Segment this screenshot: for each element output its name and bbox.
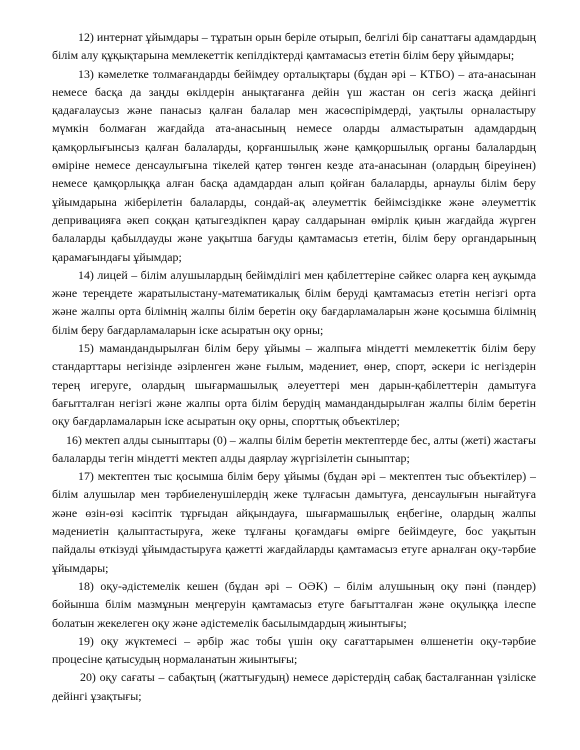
paragraph-item-17: 17) мектептен тыс қосымша білім беру ұйымы (бұдан әрі – мектептен тыс объектілер) – білім алушылар мен тәрбиеленушілердің жеке тұлғасын дамытуға, денсаулығын нығайтуға және өзін-өзі кәсіптік тұрғыдан айқындауға, шығармашылық еңбегіне, олардың жалпы мәдениетін қалыптастыруға, жеке тұлғаны қоғамдағы өмірге бейімдеуге, бос уақытын пайдалы өткізуді ұйымдастыруға қажетті жағдайларды қамтамасыз етуге арналған оқу-тәрбие ұйымдары; bbox=[52, 469, 536, 575]
paragraph-item-12: 12) интернат ұйымдары – тұратын орын беріле отырып, белгілі бір санаттағы адамдардың білім алу құқықтарына мемлекеттік кепілдіктерді қамтамасыз ететін білім беру ұйымдары; bbox=[52, 30, 536, 63]
paragraph-item-20: 20) оқу сағаты – сабақтың (жаттығудың) немесе дәрістердің сабақ басталғаннан үзіліске дейінгі ұзақтығы; bbox=[52, 670, 536, 703]
paragraph-item-15: 15) мамандандырылған білім беру ұйымы – жалпыға міндетті мемлекеттік білім беру стандарттары негізінде әзірленген және ғылым, мәдениет, өнер, спорт, әскери іс негіздерін терең игеруге, олардың шығармашылық әлеуеттері мен дарын-қабілеттерін дамытуға бағытталған негізгі және жалпы орта білім берудің мамандандырылған жалпы білім беретін оқу бағдарламаларын іске асыратын оқу орны, спорттық объектілер; bbox=[52, 341, 536, 429]
paragraph-item-18: 18) оқу-әдістемелік кешен (бұдан әрі – ОӘК) – білім алушының оқу пәні (пәндер) бойынша білім мазмұнын меңгеруін қамтамасыз етуге бағытталған және оқулыққа ілеспе болатын жекелеген оқу және әдістемелік басылымдардың жиынтығы; bbox=[52, 578, 536, 630]
document-body bbox=[52, 28, 536, 705]
paragraph-item-19: 19) оқу жүктемесі – әрбір жас тобы үшін оқу сағаттарымен өлшенетін оқу-тәрбие процесіне қатысудың нормаланатын жиынтығы; bbox=[52, 633, 536, 667]
paragraph-item-14: 14) лицей – білім алушылардың бейімділігі мен қабілеттеріне сәйкес оларға кең ауқымда және тереңдете жаратылыстану-математикалық білім беруді қамтамасыз ететін негізгі орта және жалпы орта білімнің жалпы білім беретін оқу бағдарламаларын және қосымша білімнің білім беру бағдарламаларын іске асыратын оқу орны; bbox=[52, 267, 536, 337]
paragraph-item-16: 16) мектеп алды сыныптары (0) – жалпы білім беретін мектептерде бес, алты (жеті) жастағы балаларды тегін міндетті мектеп алды даярлау жүргізілетін сыныптар; bbox=[52, 432, 536, 465]
paragraph-item-13: 13) кәмелетке толмағандарды бейімдеу орталықтары (бұдан әрі – КТБО) – ата-анасынан немесе басқа да заңды өкілдерін анықтағанға дейін үш жастан он сегіз жасқа дейінгі қадағалаусыз және панасыз қалған балалар мен жасөспірімдерді, уақтылы орналастыру мүмкін болмаған жағдайда ата-анасының немесе оларды алмастыратын адамдардың қамқорлығынсыз қалған балаларды, қорғаншылық және қамқоршылық органы балалардың өміріне немесе денсаулығына тікелей қатер төнген кезде ата-анасынан (олардың біреуінен) немесе қамқорлыққа алған басқа адамдардан алып қойған балаларды, арнаулы білім беру ұйымдарына жіберілетін балаларды, сондай-ақ әлеуметтік бейімсіздікке және әлеуметтік депривацияға әкеп соққан қатыгездікпен қарау салдарынан өмірлік қиын жағдайда жүрген балаларды қабылдауды және уақытша бағуды қамтамасыз ететін, білім беру органдарының қарамағындағы ұйымдар; bbox=[52, 66, 536, 264]
